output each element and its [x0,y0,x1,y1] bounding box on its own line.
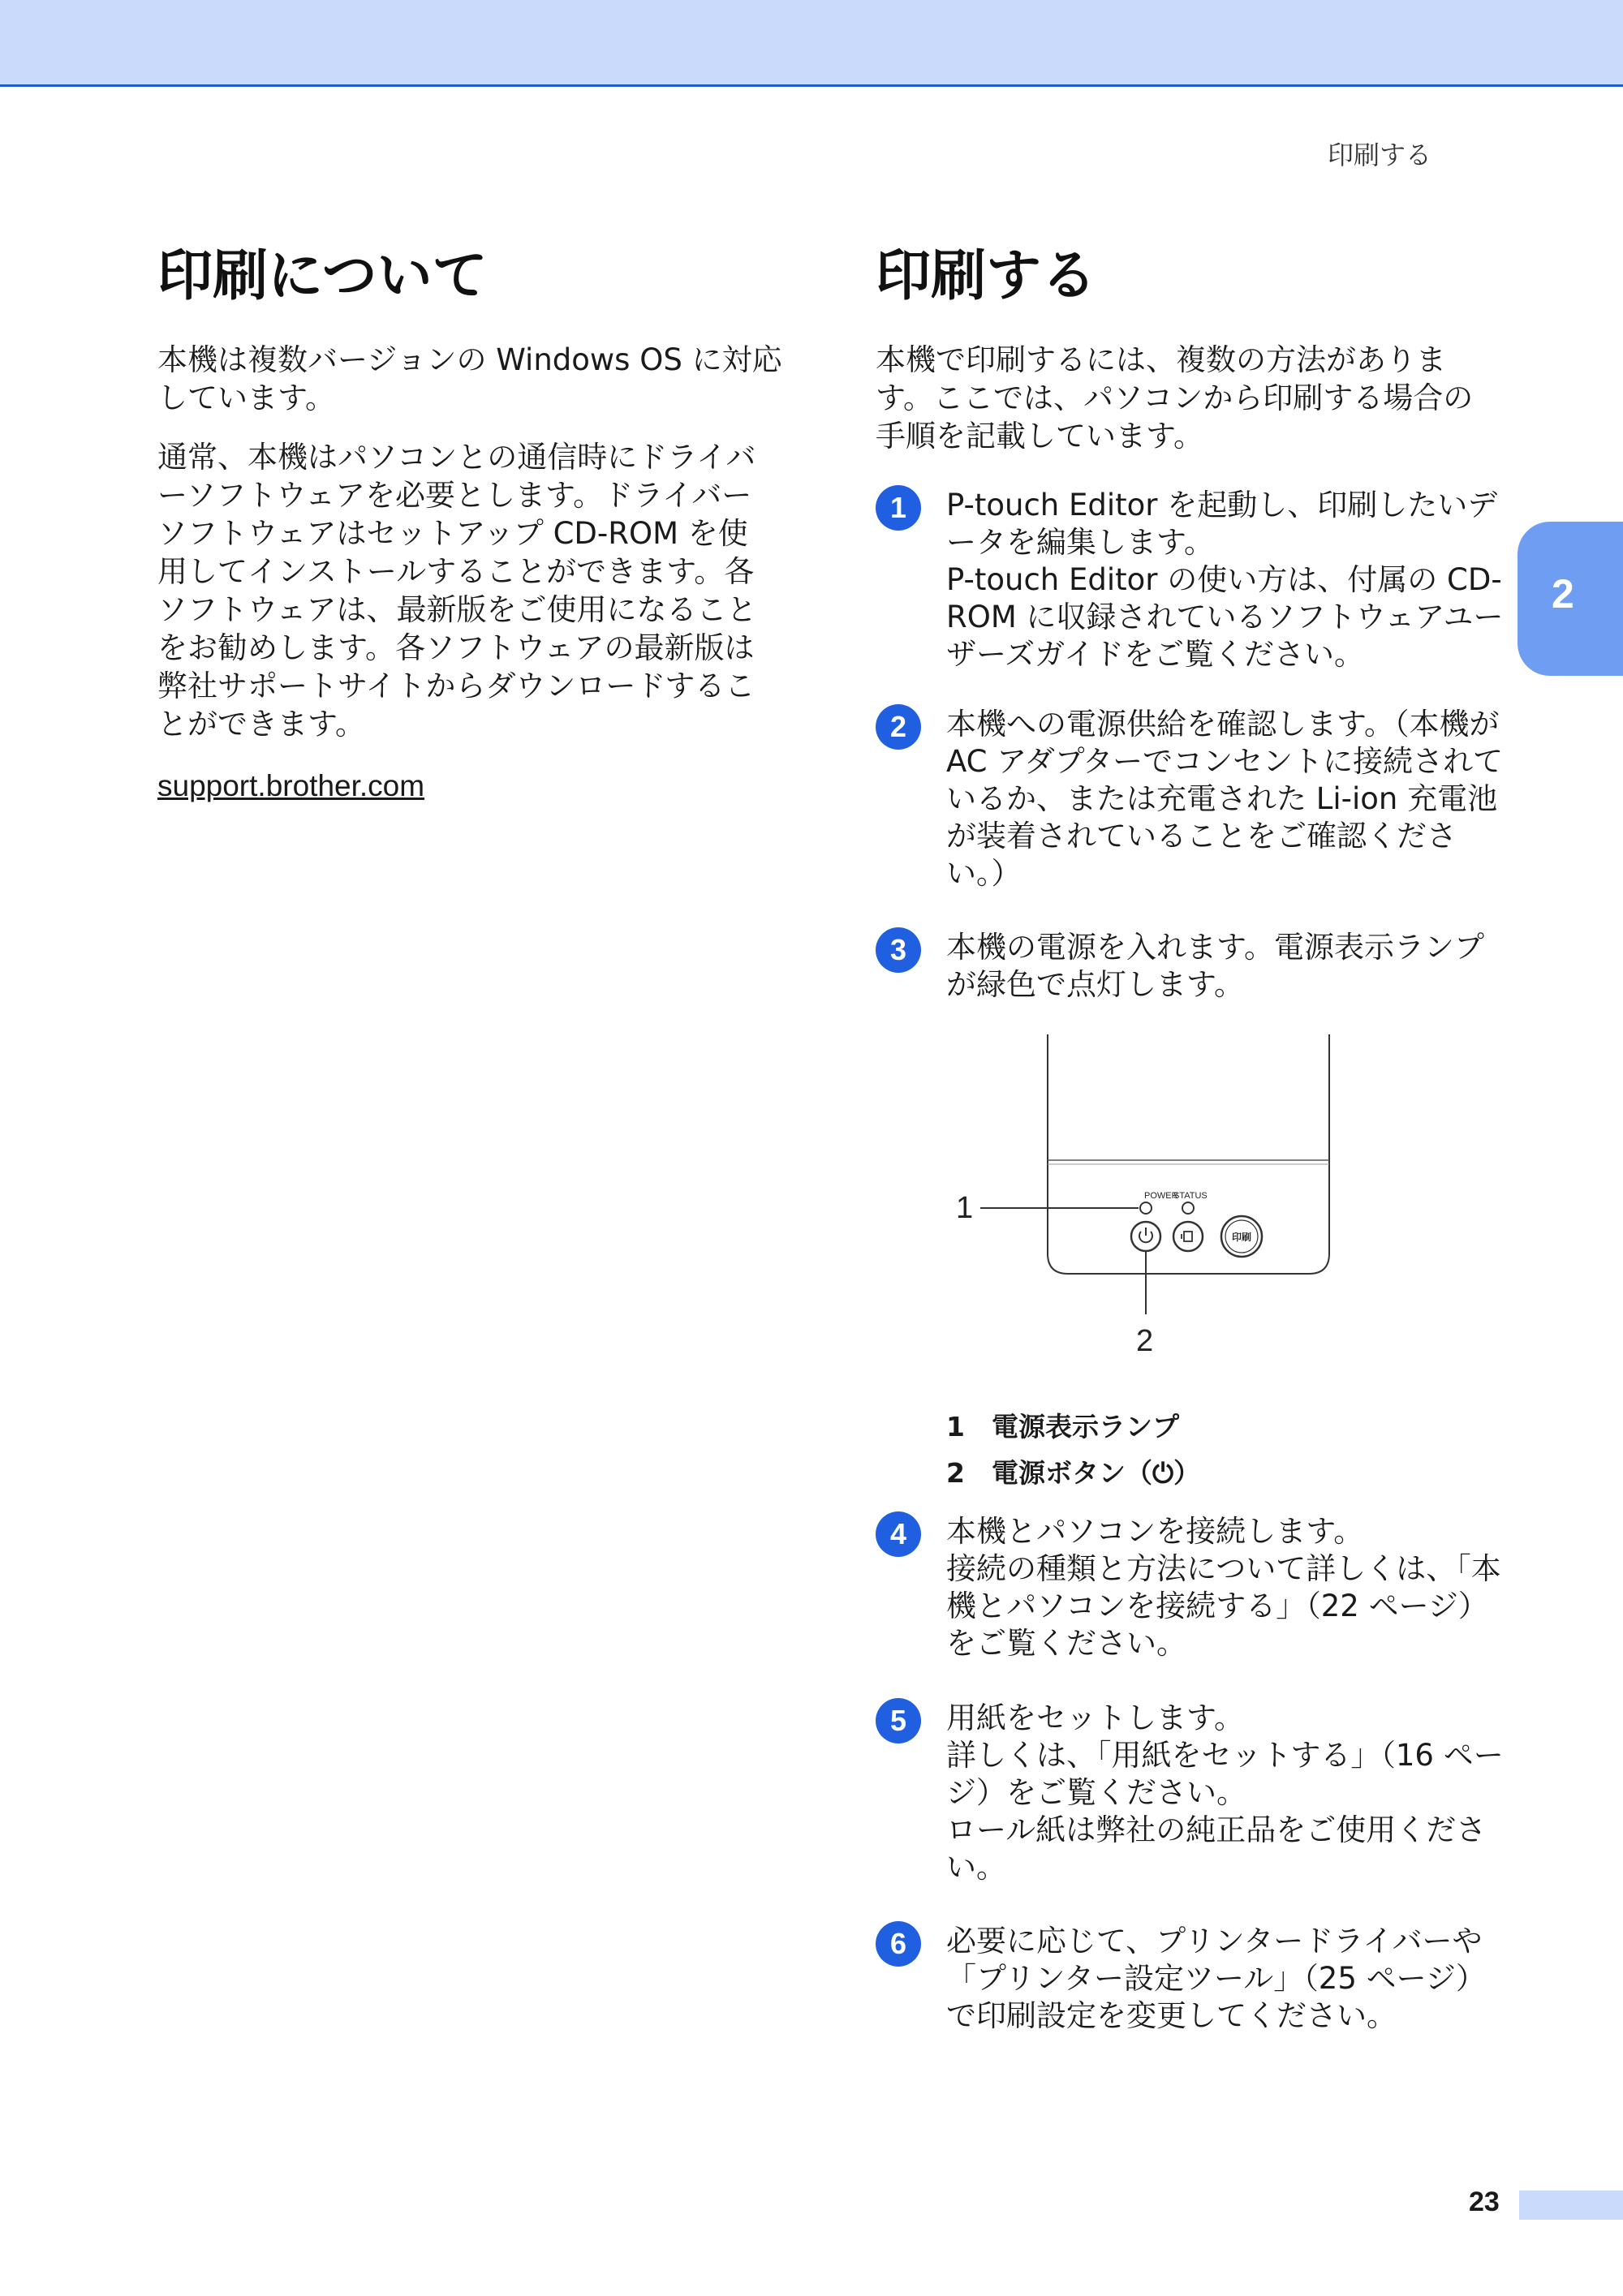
step-number-badge: 5 [876,1698,921,1743]
step-number-badge: 2 [876,704,921,750]
step-4-line: 本機とパソコンを接続します。 [946,1514,1364,1549]
status-lamp [1182,1202,1194,1214]
chapter-number: 2 [1552,571,1574,617]
power-button[interactable] [1131,1222,1160,1251]
step-5-line: 詳しくは、「用紙をセットする」（16 ページ）をご覧ください。 [946,1738,1504,1810]
paragraph-print-intro: 本機で印刷するには、複数の方法があります。ここでは、パソコンから印刷する場合の手順を記載しています。 [876,342,1474,454]
step-4-text [946,1513,1514,1662]
running-head: 印刷する [1328,140,1432,170]
step-number-badge: 4 [876,1511,921,1557]
step-6-line: 必要に応じて、プリンタードライバーや「プリンター設定ツール」（25 ページ）で印刷設定を変更してください。 [946,1924,1486,2033]
step-4-line: 接続の種類と方法について詳しくは、「本機とパソコンを接続する」（22 ページ）をご覧ください。 [946,1551,1501,1661]
page-number: 23 [1469,2186,1500,2217]
step-5-text [946,1700,1514,1886]
step-3-line: 本機の電源を入れます。電源表示ランプが緑色で点灯します。 [946,930,1485,1002]
feed-button[interactable] [1173,1222,1203,1251]
step-2-line: 本機への電源供給を確認します。（本機が AC アダプターでコンセントに接続されているか、または充電された Li-ion 充電池が装着されていることをご確認ください。） [946,707,1504,891]
step-5-line: ロール紙は弊社の純正品をご使用ください。 [946,1812,1487,1885]
step-2-text [946,706,1514,892]
power-lamp [1140,1202,1152,1214]
printer-bottom-edge [1048,1253,1329,1274]
legend-number: 2 [946,1457,965,1489]
section-title-printing: 印刷する [876,244,1097,308]
power-label: POWER [1144,1191,1178,1201]
legend-item [946,1406,1179,1444]
callout-1-label: 1 [956,1191,974,1225]
legend-item [946,1452,1200,1490]
step-6-text [946,1923,1514,2035]
section-title-about-printing: 印刷について [157,244,488,308]
printer-panel-figure [941,1034,1380,1367]
step-1-line: P-touch Editor の使い方は、付属の CD-ROM に収録されているソフトウェアユーザーズガイドをご覧ください。 [946,562,1504,672]
legend-number: 1 [946,1411,965,1443]
step-number-badge: 1 [876,485,921,531]
step-3-text [946,929,1514,1004]
callout-2-label: 2 [1136,1324,1154,1358]
step-1-text [946,487,1514,673]
step-1-line: P-touch Editor を起動し、印刷したいデータを編集します。 [946,488,1498,560]
chapter-tab [1518,522,1623,676]
header-band [0,0,1623,87]
legend-text: 電源表示ランプ [992,1411,1179,1443]
legend-text: 電源ボタン（⏻） [992,1457,1201,1489]
paragraph-windows-support: 本機は複数バージョンの Windows OS に対応しています。 [157,342,782,415]
step-number-badge: 6 [876,1921,921,1967]
step-number-badge: 3 [876,927,921,973]
paragraph-driver-info: 通常、本機はパソコンとの通信時にドライバーソフトウェアを必要とします。ドライバーソフトウェアはセットアップ CD-ROM を使用してインストールすることができます。各ソフトウェアは、最新版をご使用になることをお勧めします。各ソフトウェアの最新版は弊社サポートサイトからダウンロードすることができます。 [157,440,757,742]
print-button-label: 印刷 [1231,1232,1252,1243]
page-number-bar [1519,2191,1623,2220]
status-label: STATUS [1173,1191,1208,1201]
step-5-line: 用紙をセットします。 [946,1701,1245,1735]
support-site-link[interactable]: support.brother.com [157,769,425,802]
